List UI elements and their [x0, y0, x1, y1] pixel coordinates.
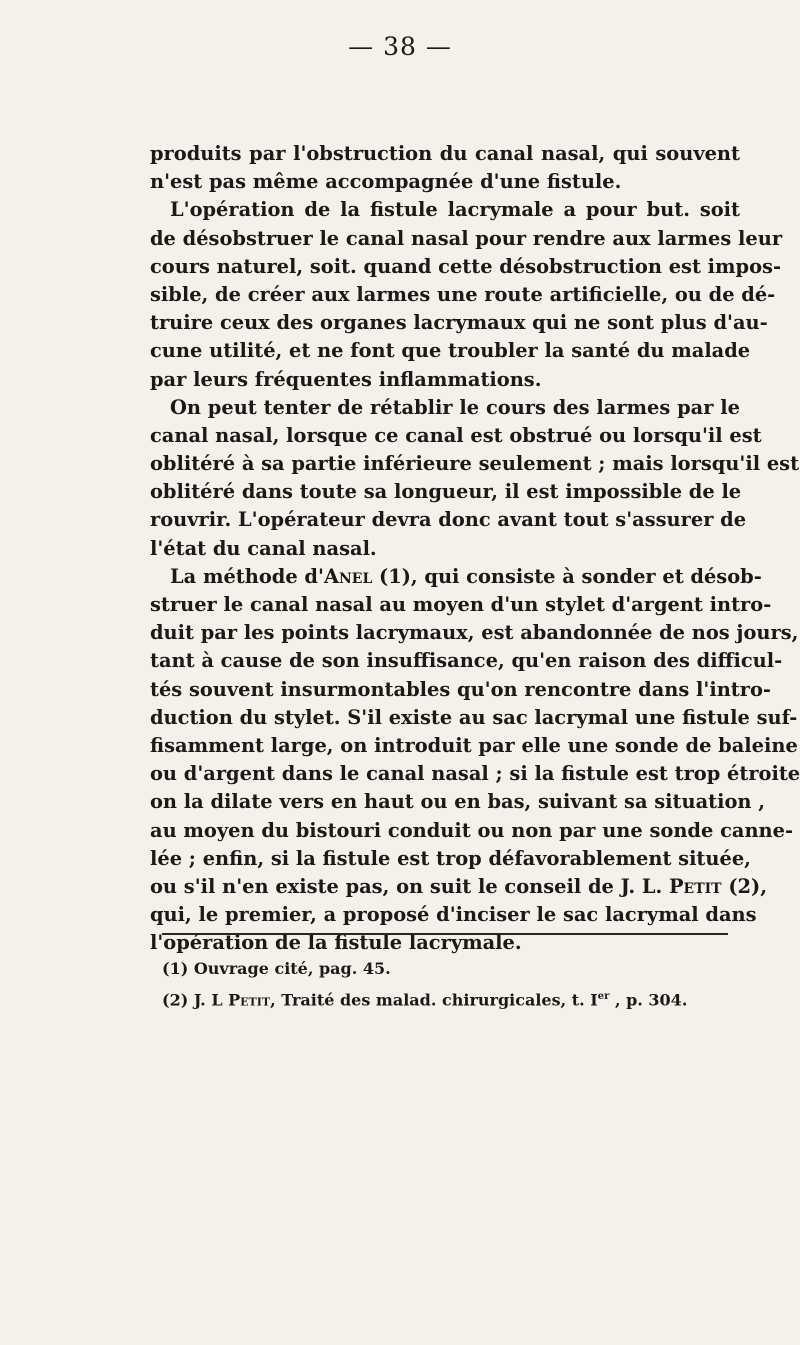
text-fragment: (2), [721, 874, 767, 898]
text-line: l'opération de la fistule lacrymale. [150, 931, 522, 955]
text-line: cours naturel, soit. quand cette désobstruction est impos- [150, 254, 782, 278]
text-line: On peut tenter de rétablir le cours des larmes par le [170, 395, 740, 419]
text-line: n'est pas même accompagnée d'une fistule. [150, 170, 622, 194]
text-line: sible, de créer aux larmes une route artificielle, ou de dé- [150, 282, 776, 306]
text-line: duction du stylet. S'il existe au sac lacrymal une fistule suf- [150, 705, 798, 729]
text-line: duit par les points lacrymaux, est abandonnée de nos jours, [150, 621, 799, 645]
footnote-author-petit: Petit [228, 990, 271, 1010]
text-line: lée ; enfin, si la fistule est trop défavorablement située, [150, 846, 751, 870]
text-line: produits par l'obstruction du canal nasal, qui souvent [150, 142, 740, 165]
footnote-1: (1) Ouvrage cité, pag. 45. [162, 959, 391, 978]
text-line: truire ceux des organes lacrymaux qui ne sont plus d'au- [150, 311, 768, 335]
author-name-anel: Anel [323, 564, 373, 588]
text-line [150, 873, 767, 901]
text-line: tés souvent insurmontables qu'on rencontre dans l'intro- [150, 677, 771, 701]
text-line: au moyen du bistouri conduit ou non par une sonde canne- [150, 818, 794, 842]
body-text [150, 140, 800, 957]
text-fragment: , Traité des malad. chirurgicales, t. I [270, 990, 598, 1010]
footnotes [162, 955, 762, 1014]
text-fragment: ou s'il n'en existe pas, on suit le conseil de J. L. [150, 874, 669, 898]
author-name-petit: Petit [668, 874, 722, 898]
text-line: on la dilate vers en haut ou en bas, suivant sa situation , [150, 790, 766, 814]
footnote-2 [162, 983, 762, 1014]
text-line: canal nasal, lorsque ce canal est obstrué ou lorsqu'il est [150, 423, 762, 447]
text-fragment: (1), qui consiste à sonder et désob- [372, 564, 762, 588]
text-line: l'état du canal nasal. [150, 536, 377, 560]
text-fragment: , p. 304. [609, 990, 688, 1010]
text-line: qui, le premier, a proposé d'inciser le sac lacrymal dans [150, 903, 757, 927]
page-number: — 38 — [348, 32, 452, 61]
text-line: fisamment large, on introduit par elle une sonde de baleine [150, 733, 798, 757]
footnote-divider [162, 933, 728, 935]
text-line: L'opération de la fistule lacrymale a pour but. soit [170, 198, 740, 222]
text-line [150, 563, 762, 591]
text-line: oblitéré à sa partie inférieure seulement ; mais lorsqu'il est [150, 452, 800, 476]
text-fragment: La méthode d' [170, 564, 324, 588]
text-line: tant à cause de son insuffisance, qu'en raison des difficul- [150, 649, 783, 673]
text-line: cune utilité, et ne font que troubler la santé du malade [150, 339, 751, 363]
text-line: struer le canal nasal au moyen d'un stylet d'argent intro- [150, 593, 772, 616]
text-fragment: (2) J. L [162, 990, 229, 1010]
text-line: rouvrir. L'opérateur devra donc avant tout s'assurer de [150, 508, 747, 532]
superscript: er [597, 991, 610, 1002]
text-line: oblitéré dans toute sa longueur, il est impossible de le [150, 480, 742, 504]
text-line: ou d'argent dans le canal nasal ; si la fistule est trop étroite [150, 762, 800, 786]
text-line: par leurs fréquentes inflammations. [150, 367, 542, 391]
text-line: de désobstruer le canal nasal pour rendre aux larmes leur [150, 226, 783, 250]
